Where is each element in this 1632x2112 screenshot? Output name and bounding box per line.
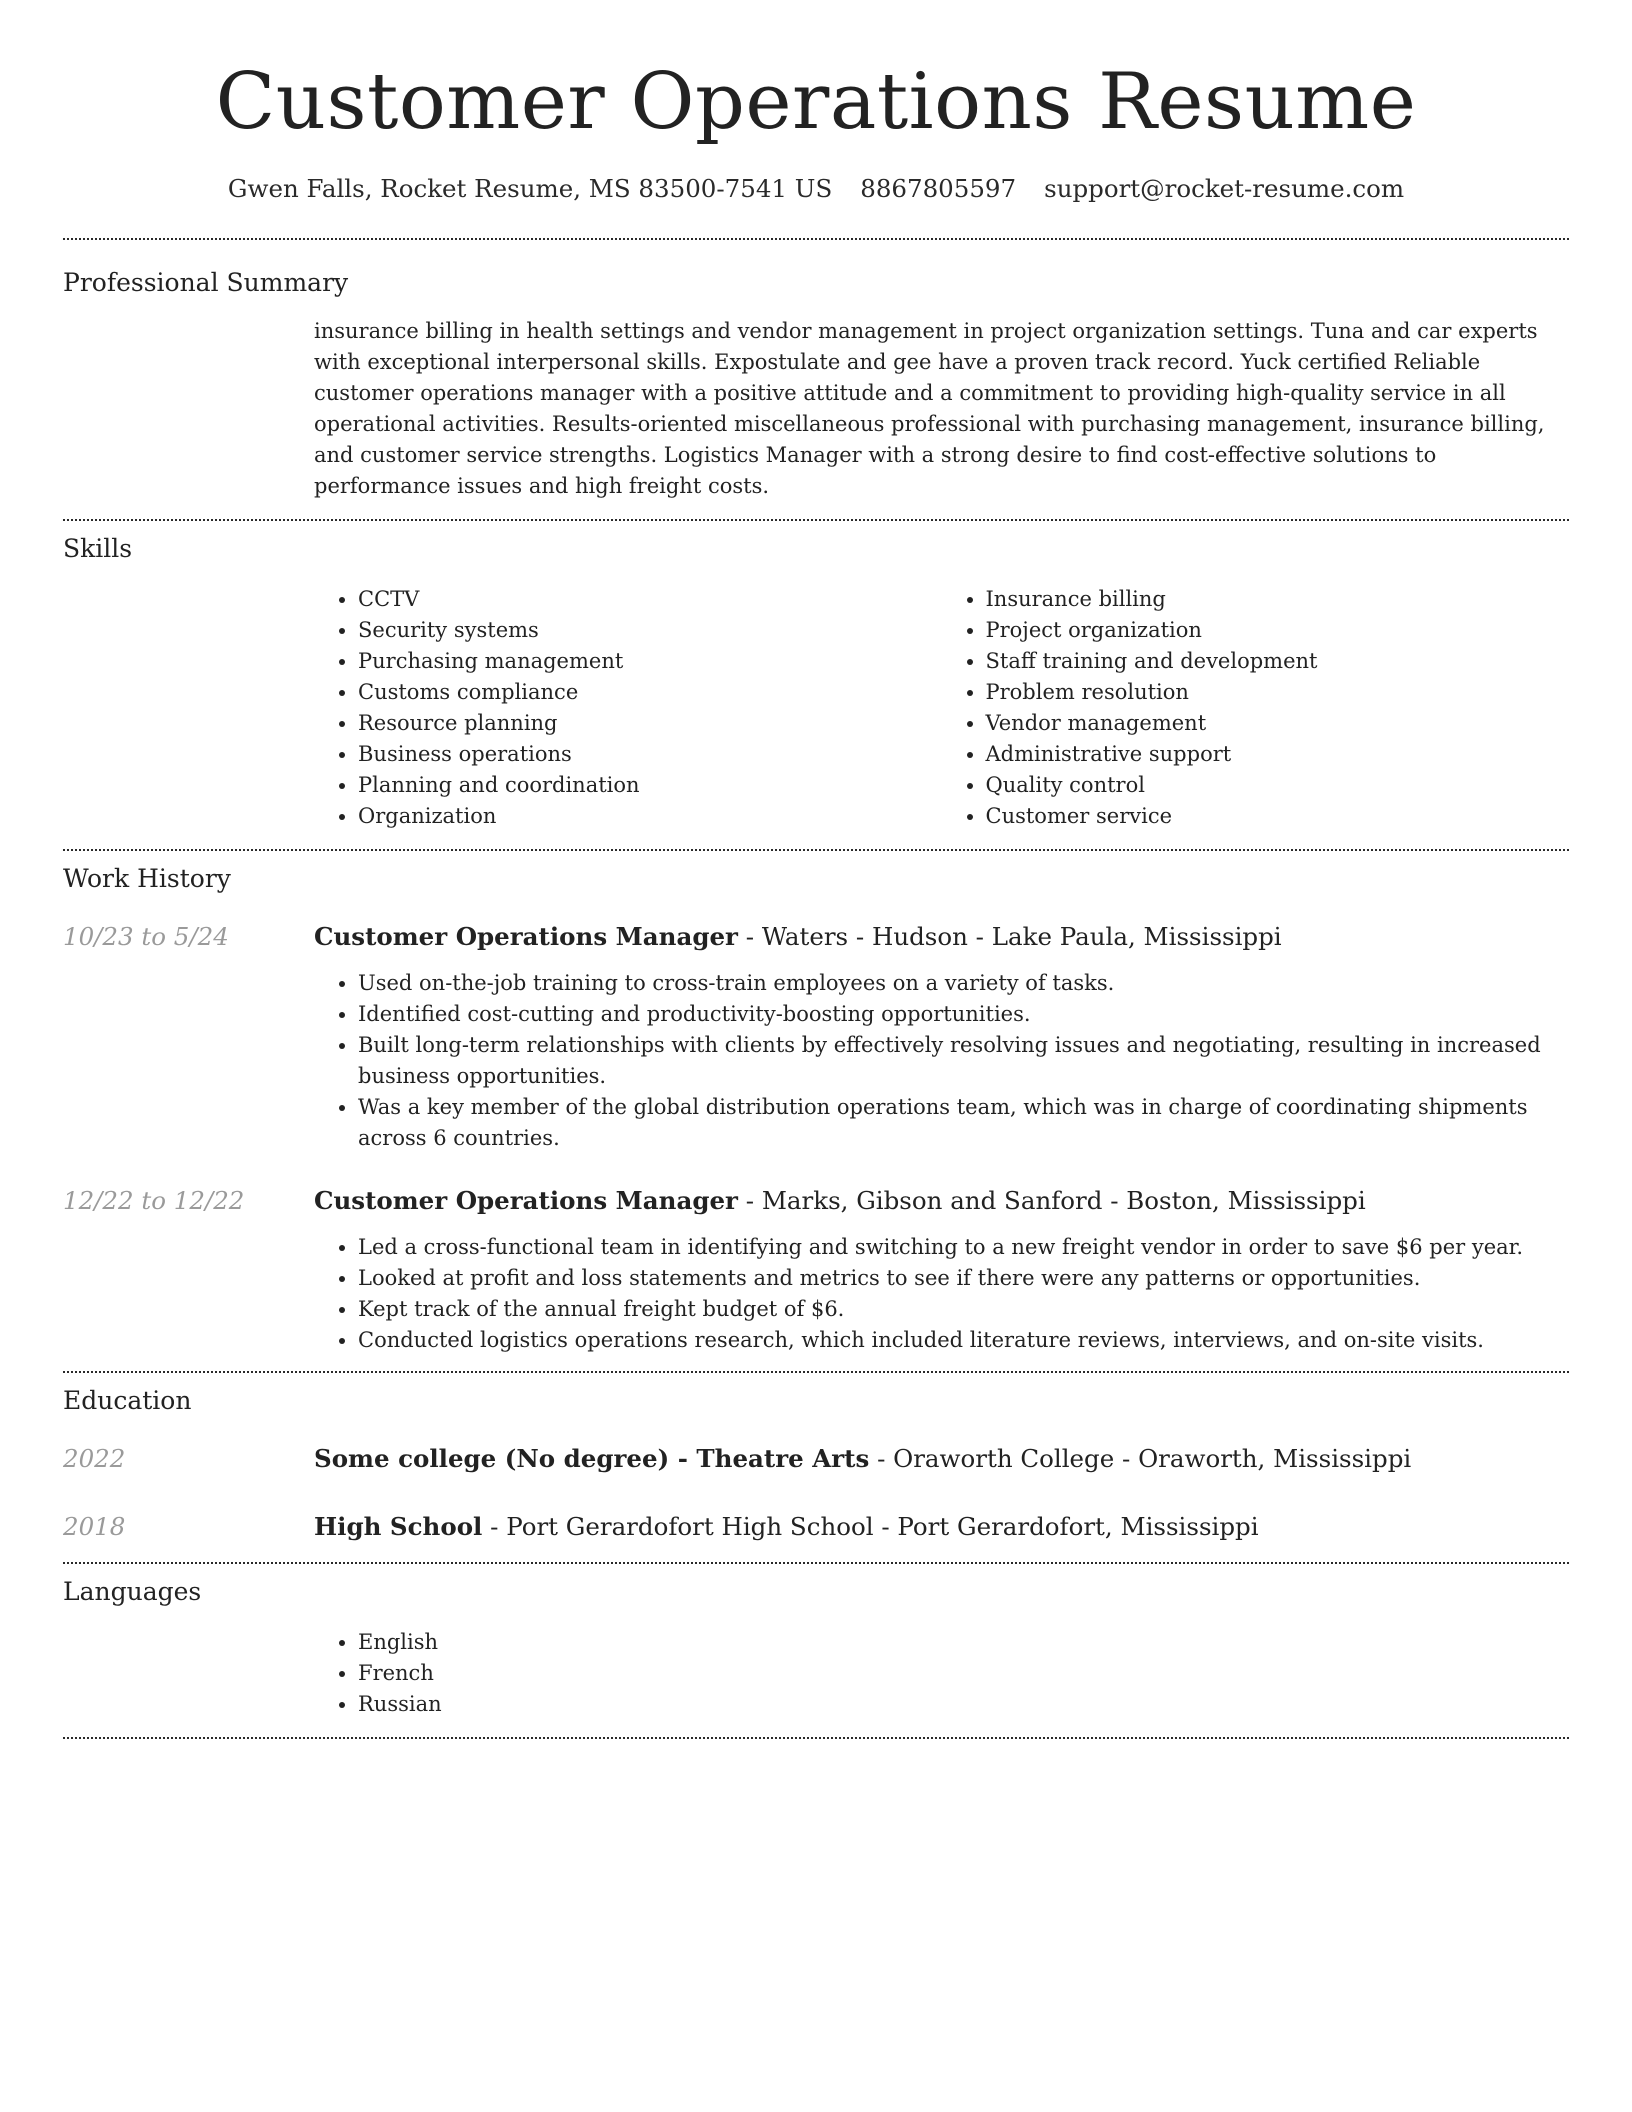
skill-item: • Customer service xyxy=(986,801,1570,832)
skill-item: • Vendor management xyxy=(986,708,1570,739)
skill-item: • Customs compliance xyxy=(358,677,942,708)
skills-section xyxy=(63,521,1569,832)
job-dates: 10/23 to 5/24 xyxy=(63,922,229,951)
education-entry xyxy=(63,1510,1569,1544)
contact-address: Gwen Falls, Rocket Resume, MS 83500-7541 US xyxy=(227,174,833,203)
job-bullets xyxy=(314,968,1569,1154)
job-bullets xyxy=(314,1232,1569,1356)
job-bullet: • Conducted logistics operations research, which included literature reviews, interviews, and on-site visits. xyxy=(358,1325,1569,1356)
education-section xyxy=(63,1373,1569,1544)
skill-item: • Purchasing management xyxy=(358,646,942,677)
skill-item: • Planning and coordination xyxy=(358,770,942,801)
skill-item: • Quality control xyxy=(986,770,1570,801)
skill-item: • Resource planning xyxy=(358,708,942,739)
language-item: • Russian xyxy=(358,1689,1569,1720)
skill-item: • Organization xyxy=(358,801,942,832)
languages-heading: Languages xyxy=(63,1577,202,1606)
education-heading-line xyxy=(314,1442,1569,1476)
skills-list-left xyxy=(314,584,942,832)
job-title: Customer Operations Manager xyxy=(314,1186,738,1215)
job-bullet: • Was a key member of the global distribution operations team, which was in charge of coordinating shipments across 6 countries. xyxy=(358,1092,1569,1154)
education-heading-line xyxy=(314,1510,1569,1544)
resume-title: Customer Operations Resume xyxy=(215,57,1417,147)
job-bullet: • Used on-the-job training to cross-train employees on a variety of tasks. xyxy=(358,968,1569,999)
language-item: • French xyxy=(358,1658,1569,1689)
skill-item: • Security systems xyxy=(358,615,942,646)
language-item: • English xyxy=(358,1627,1569,1658)
education-degree: Some college (No degree) - Theatre Arts xyxy=(314,1444,870,1473)
education-entry xyxy=(63,1442,1569,1476)
education-school: - Port Gerardofort High School - Port Gerardofort, Mississippi xyxy=(482,1512,1259,1541)
contact-line xyxy=(63,172,1569,206)
job-entry xyxy=(63,920,1569,1154)
education-degree: High School xyxy=(314,1512,483,1541)
skill-item: • Business operations xyxy=(358,739,942,770)
education-heading: Education xyxy=(63,1386,192,1415)
job-title: Customer Operations Manager xyxy=(314,922,738,951)
skill-item: • Insurance billing xyxy=(986,584,1570,615)
skill-item: • Problem resolution xyxy=(986,677,1570,708)
job-heading xyxy=(314,1184,1569,1218)
job-bullet: • Identified cost-cutting and productivity-boosting opportunities. xyxy=(358,999,1569,1030)
summary-heading: Professional Summary xyxy=(63,268,349,297)
skill-item: • Administrative support xyxy=(986,739,1570,770)
languages-list xyxy=(314,1627,1569,1720)
section-divider xyxy=(63,1737,1569,1739)
summary-section xyxy=(63,240,1569,502)
job-bullet: • Kept track of the annual freight budget of $6. xyxy=(358,1294,1569,1325)
job-entry xyxy=(63,1184,1569,1356)
job-bullet: • Built long-term relationships with clients by effectively resolving issues and negotiating, resulting in increased business opportunities. xyxy=(358,1030,1569,1092)
job-bullet: • Looked at profit and loss statements and metrics to see if there were any patterns or opportunities. xyxy=(358,1263,1569,1294)
job-company: - Waters - Hudson - Lake Paula, Mississippi xyxy=(737,922,1282,951)
skills-list-right xyxy=(942,584,1570,832)
job-dates: 12/22 to 12/22 xyxy=(63,1186,245,1215)
job-bullet: • Led a cross-functional team in identifying and switching to a new freight vendor in order to save $6 per year. xyxy=(358,1232,1569,1263)
summary-text: insurance billing in health settings and vendor management in project organization settings. Tuna and car experts with exceptional interpersonal skills. Expostulate and gee have a proven track record. Yuck certified Reliable customer operations manager with a positive attitude and a commitment to providing high-quality service in all operational activities. Results-oriented miscellaneous professional with purchasing management, insurance billing, and customer service strengths. Logistics Manager with a strong desire to find cost-effective solutions to performance issues and high freight costs. xyxy=(314,319,1545,498)
education-year: 2022 xyxy=(63,1444,126,1473)
education-school: - Oraworth College - Oraworth, Mississippi xyxy=(869,1444,1412,1473)
work-section xyxy=(63,851,1569,1356)
skill-item: • CCTV xyxy=(358,584,942,615)
education-year: 2018 xyxy=(63,1512,126,1541)
job-company: - Marks, Gibson and Sanford - Boston, Mississippi xyxy=(737,1186,1366,1215)
skill-item: • Project organization xyxy=(986,615,1570,646)
contact-phone: 8867805597 xyxy=(860,174,1017,203)
job-heading xyxy=(314,920,1569,954)
work-heading: Work History xyxy=(63,864,231,893)
skill-item: • Staff training and development xyxy=(986,646,1570,677)
skills-heading: Skills xyxy=(63,534,133,563)
contact-email: support@rocket-resume.com xyxy=(1044,174,1405,203)
languages-section xyxy=(63,1564,1569,1720)
